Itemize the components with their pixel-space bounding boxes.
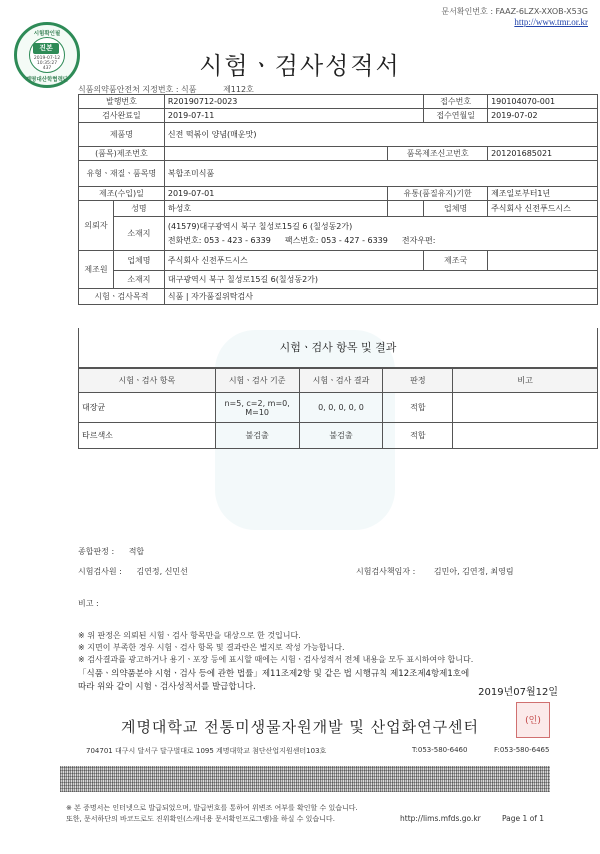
row1-standard: n=5, c=2, m=0, M=10 xyxy=(215,393,299,423)
results-title: 시험ㆍ검사 항목 및 결과 xyxy=(78,328,598,368)
maker-country-label: 제조국 xyxy=(424,251,488,271)
type-value: 복합조미식품 xyxy=(164,161,597,187)
managers-value: 김민아, 김연정, 최영림 xyxy=(433,567,514,576)
footer-notice xyxy=(66,803,358,825)
row2-result: 불검출 xyxy=(299,423,383,449)
col-remark: 비고 xyxy=(453,369,598,393)
row2-item: 타르색소 xyxy=(79,423,216,449)
table-row xyxy=(79,423,598,449)
client-company: 주식회사 신전푸드시스 xyxy=(488,201,598,217)
notes-block xyxy=(78,630,473,666)
col-standard: 시험ㆍ검사 기준 xyxy=(215,369,299,393)
client-name: 하성호 xyxy=(164,201,387,217)
registration-value: 제112호 xyxy=(223,85,254,94)
maker-country xyxy=(488,251,598,271)
maker-company: 주식회사 신전푸드시스 xyxy=(164,251,423,271)
table-row xyxy=(79,393,598,423)
col-item: 시험ㆍ검사 항목 xyxy=(79,369,216,393)
client-addr-label: 소재지 xyxy=(127,229,151,238)
report-no-label: 품목제조신고번호 xyxy=(388,147,488,161)
seal-bottom-text: 계명대산학협력단 xyxy=(25,77,69,83)
maker-address: 대구광역시 북구 칠성로15길 6(칠성동2가) xyxy=(164,271,597,289)
org-tel: T:053-580-6460 xyxy=(412,746,468,754)
row1-remark xyxy=(453,393,598,423)
client-phone: 전화번호: 053 - 423 - 6339 xyxy=(167,235,271,245)
summary-judgement xyxy=(78,546,144,557)
report-no: 201201685021 xyxy=(488,147,598,161)
footer-line-1: ※ 본 증명서는 인터넷으로 발급되었으며, 발급번호를 통하여 위변조 여부를 확인할 수 있습니다. xyxy=(66,804,358,812)
official-stamp: (인) xyxy=(516,702,550,738)
client-company-label: 업체명 xyxy=(424,201,488,217)
judgement-label: 종합판정 : xyxy=(78,547,115,556)
issue-date: 2019년07월12일 xyxy=(478,687,558,698)
purpose-value: 식품 | 자가품질위탁검사 xyxy=(164,289,597,305)
page-number: Page 1 of 1 xyxy=(502,814,545,823)
client-address-block xyxy=(164,217,597,251)
summary-managers xyxy=(356,566,514,577)
row2-standard: 불검출 xyxy=(215,423,299,449)
client-name-label: 성명 xyxy=(114,201,164,217)
legal-statement xyxy=(78,668,469,694)
row2-remark xyxy=(453,423,598,449)
results-table xyxy=(78,368,598,449)
verification-barcode xyxy=(60,766,550,792)
url-link[interactable]: http://www.tmr.or.kr xyxy=(514,17,588,27)
done-date-label: 검사완료일 xyxy=(79,109,165,123)
row1-judgement: 적합 xyxy=(383,393,453,423)
org-address: 704701 대구시 달서구 달구벌대로 1095 계명대학교 첨단산업지원센터103호 xyxy=(86,747,327,755)
maker-group-label: 제조원 xyxy=(84,265,108,274)
mfg-date-label: 제조(수입)일 xyxy=(79,187,165,201)
note-1: ※ 위 판정은 의뢰된 시험ㆍ검사 항목만을 대상으로 한 것입니다. xyxy=(78,631,301,640)
client-address: (41579)대구광역시 북구 칠성로15길 6 (칠성동2가) xyxy=(167,221,353,231)
registration-label: 식품의약품안전처 지정번호 : 식품 xyxy=(78,85,197,94)
judgement-value: 적합 xyxy=(128,547,145,556)
testers-label: 시험검사원 : xyxy=(78,567,122,576)
receipt-date: 2019-07-02 xyxy=(488,109,598,123)
mfg-no xyxy=(164,147,387,161)
info-table xyxy=(78,94,598,305)
receipt-no: 190104070-001 xyxy=(488,95,598,109)
seal-time: 10:35:27 xyxy=(36,61,58,66)
client-fax: 팩스번호: 053 - 427 - 6339 xyxy=(284,235,388,245)
page-title: 시험ㆍ검사성적서 xyxy=(199,52,401,80)
issue-no-label: 발행번호 xyxy=(79,95,165,109)
receipt-date-label: 접수연월일 xyxy=(424,109,488,123)
note-3: ※ 검사결과를 광고하거나 용기ㆍ포장 등에 표시할 때에는 시험ㆍ검사성적서 전체 내용을 모두 표시하여야 합니다. xyxy=(78,655,474,664)
maker-company-label: 업체명 xyxy=(114,251,164,271)
org-fax: F:053-580-6465 xyxy=(494,746,550,754)
issue-no: R20190712-0023 xyxy=(164,95,423,109)
done-date: 2019-07-11 xyxy=(164,109,423,123)
summary-testers xyxy=(78,566,188,577)
organization-name: 계명대학교 전통미생물자원개발 및 산업화연구센터 xyxy=(120,718,480,736)
document-check-number xyxy=(441,6,588,28)
law-text-2: 따라 위와 같이 시험ㆍ검사성적서를 발급합니다. xyxy=(78,682,256,692)
receipt-no-label: 접수번호 xyxy=(424,95,488,109)
expiry-value: 제조일로부터1년 xyxy=(488,187,598,201)
row1-result: 0, 0, 0, 0, 0 xyxy=(299,393,383,423)
product-label: 제품명 xyxy=(79,123,165,147)
seal-date: 2019-07-12 xyxy=(33,56,61,61)
footer-url[interactable]: http://lims.mfds.go.kr xyxy=(400,814,481,823)
footer-line-2: 또한, 문서하단의 바코드로도 진위확인(스캐너용 문서확인프로그램)을 하실 수 있습니다. xyxy=(66,815,335,823)
row1-item: 대장균 xyxy=(79,393,216,423)
product-name: 신전 떡볶이 양념(매운맛) xyxy=(164,123,597,147)
summary-note-label: 비고 : xyxy=(78,599,99,608)
note-2: ※ 지면이 부족한 경우 시험ㆍ검사 항목 및 결과란은 별지로 작성 가능합니다. xyxy=(78,643,345,652)
client-group xyxy=(79,201,165,251)
doc-check-text: 문서확인번호 : FAAZ-6LZX-XXOB-X53G xyxy=(441,7,588,16)
managers-label: 시험검사책임자 : xyxy=(356,567,416,576)
seal-badge: 진본 xyxy=(33,43,59,54)
row2-judgement: 적합 xyxy=(383,423,453,449)
maker-addr-label: 소재지 xyxy=(127,275,151,284)
col-judgement: 판정 xyxy=(383,369,453,393)
purpose-label: 시험ㆍ검사목적 xyxy=(79,289,165,305)
client-email: 전자우편: xyxy=(401,235,436,245)
col-result: 시험ㆍ검사 결과 xyxy=(299,369,383,393)
expiry-label: 유통(품질유지)기한 xyxy=(388,187,488,201)
client-group-label: 의뢰자 xyxy=(84,221,108,230)
testers-value: 김연정, 신민선 xyxy=(136,567,188,576)
type-label: 유형ㆍ재질ㆍ품목명 xyxy=(79,161,165,187)
results-header-row xyxy=(79,369,598,393)
seal-top-text: 시험확인필 xyxy=(33,31,61,37)
seal-code: 437 xyxy=(42,66,52,71)
law-text-1: 「식품ㆍ의약품분야 시험ㆍ검사 등에 관한 법률」제11조제2항 및 같은 법 시행규칙 제12조제4항제1호에 xyxy=(78,669,470,679)
maker-group xyxy=(79,251,165,289)
mfg-date: 2019-07-01 xyxy=(164,187,387,201)
mfg-no-label: (품목)제조번호 xyxy=(79,147,165,161)
